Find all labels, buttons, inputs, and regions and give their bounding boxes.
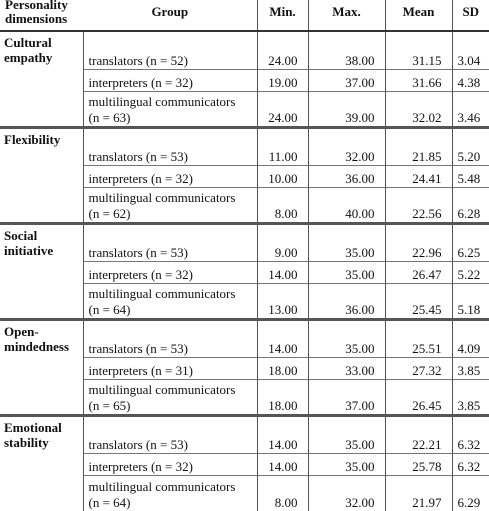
dimension-label: Social initiative	[0, 223, 83, 319]
header-max: Max.	[308, 0, 385, 31]
sd-cell: 5.48	[452, 165, 489, 187]
min-cell: 10.00	[257, 165, 308, 187]
max-cell: 38.00	[308, 31, 385, 69]
sd-cell: 4.09	[452, 319, 489, 357]
group-cell: multilingual communicators (n = 62)	[83, 187, 257, 223]
dimension-label: Emotional stability	[0, 415, 83, 511]
sd-cell: 6.32	[452, 453, 489, 475]
dimension-section	[0, 127, 489, 223]
min-cell: 14.00	[257, 453, 308, 475]
min-cell: 19.00	[257, 69, 308, 91]
dimension-section	[0, 31, 489, 127]
max-cell: 35.00	[308, 261, 385, 283]
mean-cell: 26.47	[385, 261, 452, 283]
mean-cell: 22.96	[385, 223, 452, 261]
mean-cell: 21.97	[385, 475, 452, 511]
min-cell: 9.00	[257, 223, 308, 261]
max-cell: 36.00	[308, 283, 385, 319]
mean-cell: 21.85	[385, 127, 452, 165]
min-cell: 14.00	[257, 261, 308, 283]
group-cell: multilingual communicators (n = 64)	[83, 475, 257, 511]
mean-cell: 25.51	[385, 319, 452, 357]
dimension-section	[0, 223, 489, 319]
min-cell: 8.00	[257, 187, 308, 223]
min-cell: 13.00	[257, 283, 308, 319]
header-min: Min.	[257, 0, 308, 31]
group-cell: multilingual communicators (n = 64)	[83, 283, 257, 319]
header-mean: Mean	[385, 0, 452, 31]
max-cell: 35.00	[308, 415, 385, 453]
table-row	[0, 319, 489, 357]
group-cell: multilingual communicators (n = 65)	[83, 379, 257, 415]
min-cell: 18.00	[257, 379, 308, 415]
sd-cell: 4.38	[452, 69, 489, 91]
mean-cell: 31.66	[385, 69, 452, 91]
group-cell: translators (n = 53)	[83, 223, 257, 261]
group-cell: multilingual communicators (n = 63)	[83, 91, 257, 127]
sd-cell: 3.46	[452, 91, 489, 127]
header-group: Group	[83, 0, 257, 31]
min-cell: 11.00	[257, 127, 308, 165]
sd-cell: 6.28	[452, 187, 489, 223]
mean-cell: 25.45	[385, 283, 452, 319]
max-cell: 35.00	[308, 453, 385, 475]
max-cell: 32.00	[308, 475, 385, 511]
group-cell: interpreters (n = 32)	[83, 69, 257, 91]
max-cell: 33.00	[308, 357, 385, 379]
dimension-label: Flexibility	[0, 127, 83, 223]
min-cell: 14.00	[257, 319, 308, 357]
mean-cell: 24.41	[385, 165, 452, 187]
group-cell: interpreters (n = 31)	[83, 357, 257, 379]
sd-cell: 5.20	[452, 127, 489, 165]
sd-cell: 5.18	[452, 283, 489, 319]
dimension-label: Cultural empathy	[0, 31, 83, 127]
group-cell: translators (n = 53)	[83, 319, 257, 357]
dimension-section	[0, 415, 489, 511]
max-cell: 40.00	[308, 187, 385, 223]
mean-cell: 27.32	[385, 357, 452, 379]
mean-cell: 22.56	[385, 187, 452, 223]
dimension-label: Open- mindedness	[0, 319, 83, 415]
group-cell: translators (n = 52)	[88, 52, 188, 68]
sd-cell: 3.85	[452, 379, 489, 415]
header-row	[0, 0, 489, 31]
group-cell: translators (n = 53)	[83, 415, 257, 453]
max-cell: 32.00	[308, 127, 385, 165]
min-cell: 24.00	[257, 91, 308, 127]
sd-cell: 5.22	[452, 261, 489, 283]
max-cell: 39.00	[308, 91, 385, 127]
max-cell: 36.00	[308, 165, 385, 187]
header-sd: SD	[452, 0, 489, 31]
mean-cell: 26.45	[385, 379, 452, 415]
table-row	[0, 223, 489, 261]
header-personality-dimensions: Personality dimensions	[0, 0, 83, 31]
group-cell: interpreters (n = 32)	[83, 453, 257, 475]
mean-cell: 31.15	[385, 31, 452, 69]
min-cell: 18.00	[257, 357, 308, 379]
mean-cell: 25.78	[385, 453, 452, 475]
group-cell: interpreters (n = 32)	[83, 165, 257, 187]
sd-cell: 6.29	[452, 475, 489, 511]
mean-cell: 22.21	[385, 415, 452, 453]
min-cell: 14.00	[257, 415, 308, 453]
group-cell: interpreters (n = 32)	[83, 261, 257, 283]
max-cell: 37.00	[308, 379, 385, 415]
sd-cell: 6.25	[452, 223, 489, 261]
mean-cell: 32.02	[385, 91, 452, 127]
max-cell: 37.00	[308, 69, 385, 91]
sd-cell: 3.04	[452, 31, 489, 69]
max-cell: 35.00	[308, 223, 385, 261]
table-row	[0, 415, 489, 453]
max-cell: 35.00	[308, 319, 385, 357]
sd-cell: 3.85	[452, 357, 489, 379]
min-cell: 8.00	[257, 475, 308, 511]
table-row	[0, 31, 489, 69]
group-cell: translators (n = 53)	[83, 127, 257, 165]
table-row	[0, 127, 489, 165]
dimension-section	[0, 319, 489, 415]
min-cell: 24.00	[257, 31, 308, 69]
sd-cell: 6.32	[452, 415, 489, 453]
